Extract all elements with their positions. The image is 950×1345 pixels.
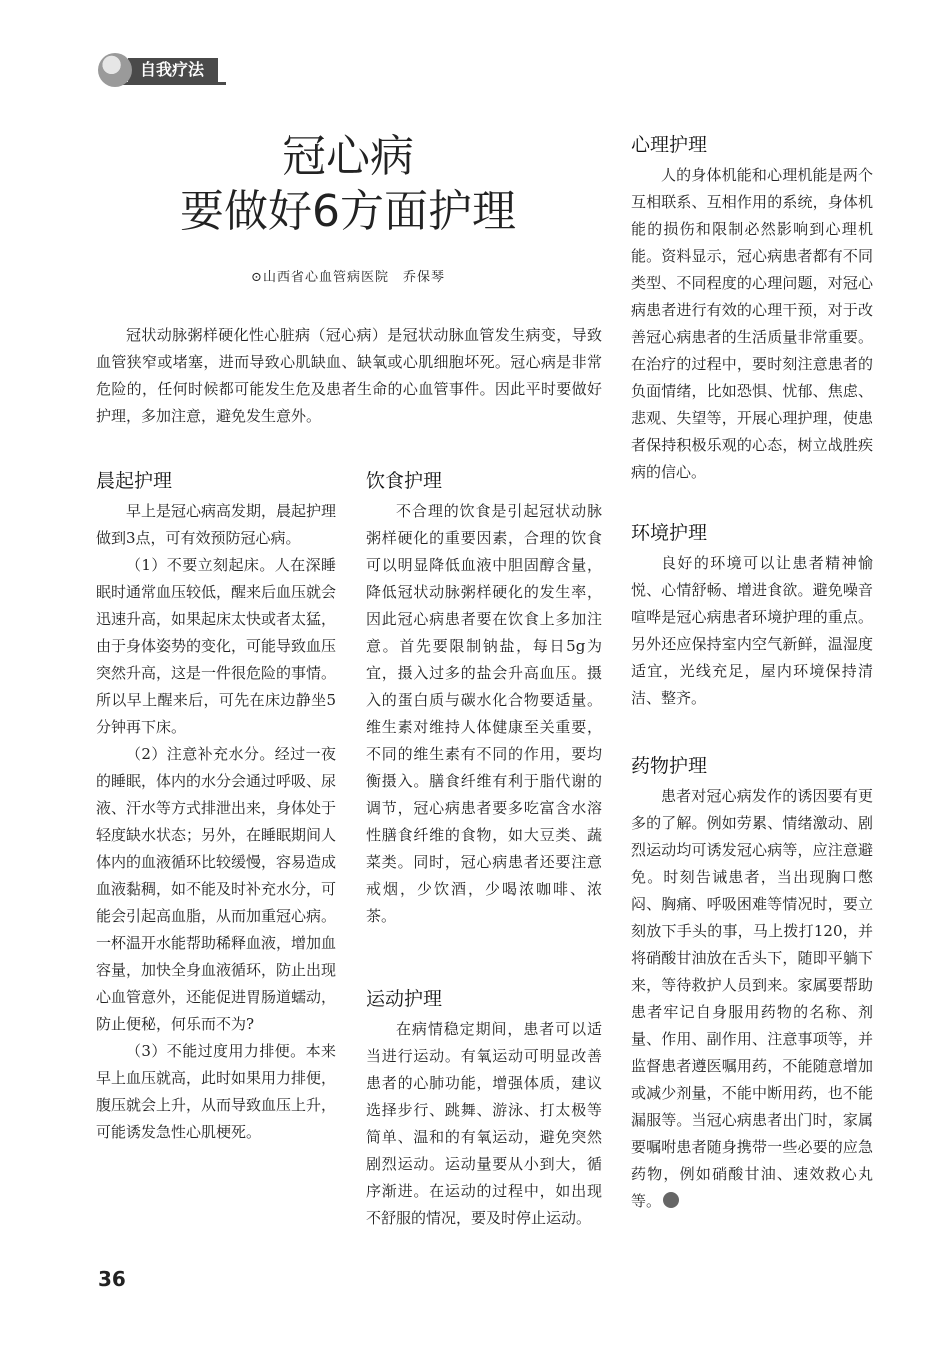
paragraph: （1）不要立刻起床。人在深睡眠时通常血压较低，醒来后血压就会迅速升高，如果起床太快或者太猛，由于身体姿势的变化，可能导致血压突然升高，这是一件很危险的事情。所以早上醒来后，可先在床边静坐5分钟再下床。 [96,556,337,736]
section-exercise [366,984,602,1232]
paragraph: （3）不能过度用力排便。本来早上血压就高，此时如果用力排便，腹压就会上升，从而导致血压上升，可能诱发急性心肌梗死。 [96,1042,337,1141]
section-psych [631,130,873,486]
section-medication [631,751,873,1215]
paragraph: 人的身体机能和心理机能是两个互相联系、互相作用的系统，身体机能的损伤和限制必然影响到心理机能。资料显示，冠心病患者都有不同类型、不同程度的心理问题，对冠心病患者进行有效的心理干预，对于改善冠心病患者的生活质量非常重要。在治疗的过程中，要时刻注意患者的负面情绪，比如恐惧、忧郁、焦虑、悲观、失望等，开展心理护理，使患者保持积极乐观的心态，树立战胜疾病的信心。 [631,166,873,481]
section-tag-rule [120,82,226,85]
paragraph: 良好的环境可以让患者精神愉悦、心情舒畅、增进食欲。避免噪音喧哗是冠心病患者环境护理的重点。另外还应保持室内空气新鲜，温湿度适宜，光线充足，屋内环境保持清洁、整齐。 [631,554,873,707]
section-diet [366,466,602,930]
section-morning [96,466,336,1146]
elderly-couple-icon [98,53,132,87]
author-byline: ⊙山西省心血管病医院 乔保琴 [251,270,445,285]
end-mark-icon [663,1192,679,1208]
paragraph: 在病情稳定期间，患者可以适当进行运动。有氧运动可明显改善患者的心肺功能，增强体质，建议选择步行、跳舞、游泳、打太极等简单、温和的有氧运动，避免突然剧烈运动。运动量要从小到大，循序渐进。在运动的过程中，如出现不舒服的情况，要及时停止运动。 [366,1020,602,1227]
section-tag-label: 自我疗法 [128,58,218,82]
section-heading: 心理护理 [631,134,708,156]
section-heading: 晨起护理 [96,470,173,492]
section-heading: 环境护理 [631,522,708,544]
paragraph [631,783,873,1215]
section-heading: 运动护理 [366,988,443,1010]
page-number: 36 [98,1267,126,1291]
paragraph-text: 患者对冠心病发作的诱因要有更多的了解。例如劳累、情绪激动、剧烈运动均可诱发冠心病等，应注意避免。时刻告诫患者，当出现胸口憋闷、胸痛、呼吸困难等情况时，要立刻放下手头的事，马上拨打120，并将硝酸甘油放在舌头下，随即平躺下来，等待救护人员到来。家属要帮助患者牢记自身服用药物的名称、剂量、作用、副作用、注意事项等，并监督患者遵医嘱用药，不能随意增加或减少剂量，不能中断用药，也不能漏服等。当冠心病患者出门时，家属要嘱咐患者随身携带一些必要的应急药物，例如硝酸甘油、速效救心丸等。 [631,787,873,1210]
intro-paragraph: 冠状动脉粥样硬化性心脏病（冠心病）是冠状动脉血管发生病变，导致血管狭窄或堵塞，进而导致心肌缺血、缺氧或心肌细胞坏死。冠心病是非常危险的，任何时候都可能发生危及患者生命的心血管事件。因此平时要做好护理，多加注意，避免发生意外。 [96,326,602,425]
paragraph: 早上是冠心病高发期，晨起护理做到3点，可有效预防冠心病。 [96,502,337,547]
section-environment [631,518,873,712]
article-title-line1: 冠心病 [282,131,414,182]
section-heading: 药物护理 [631,755,708,777]
article-title-line2: 要做好6方面护理 [180,186,516,237]
paragraph: 不合理的饮食是引起冠状动脉粥样硬化的重要因素，合理的饮食可以明显降低血液中胆固醇含量，降低冠状动脉粥样硬化的发生率，因此冠心病患者要在饮食上多加注意。首先要限制钠盐，每日5g为宜，摄入过多的盐会升高血压。摄入的蛋白质与碳水化合物要适量。维生素对维持人体健康至关重要，不同的维生素有不同的作用，要均衡摄入。膳食纤维有利于脂代谢的调节，冠心病患者要多吃富含水溶性膳食纤维的食物，如大豆类、蔬菜类。同时，冠心病患者还要注意戒烟，少饮酒，少喝浓咖啡、浓茶。 [366,502,602,925]
section-heading: 饮食护理 [366,470,443,492]
paragraph: （2）注意补充水分。经过一夜的睡眠，体内的水分会通过呼吸、尿液、汗水等方式排泄出来，身体处于轻度缺水状态；另外，在睡眠期间人体内的血液循环比较缓慢，容易造成血液黏稠，如不能及时补充水分，可能会引起高血脂，从而加重冠心病。一杯温开水能帮助稀释血液，增加血容量，加快全身血液循环，防止出现心血管意外，还能促进胃肠道蠕动，防止便秘，何乐而不为? [96,745,337,1033]
